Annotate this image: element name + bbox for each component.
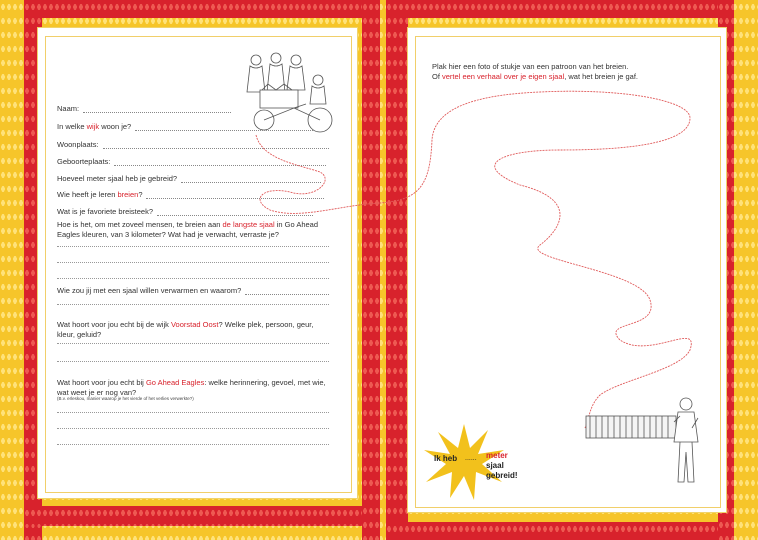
man-holding-scarf-illustration	[584, 394, 706, 498]
field-woonplaats-label: Woonplaats:	[57, 140, 99, 149]
field-name-label: Naam:	[57, 104, 80, 113]
badge-sjaal: sjaal	[486, 461, 504, 470]
question-go-ahead-eagles: Wat hoort voor jou echt bij Go Ahead Eagles: welke herinnering, gevoel, met wie, wat weet je er nog van?	[57, 378, 326, 397]
badge-blank[interactable]: ......	[465, 455, 477, 462]
badge-ik-heb: Ik heb	[434, 454, 458, 463]
instruction-line-1: Plak hier een foto of stukje van een patroon van het breien.	[432, 62, 629, 71]
question-go-ahead-eagles-note: (B.v. erleskou, manier waarop je het vierde of het verlies verwerkte?)	[57, 396, 194, 401]
instruction-line-2: Of vertel een verhaal over je eigen sjaal, wat het breien je gaf.	[432, 72, 638, 81]
question-langste-sjaal: Hoe is het, om met zoveel mensen, te breien aan de langste sjaal in Go Ahead Eagles kleuren, van 3 kilometer? Wat had je verwacht, verraste je?	[57, 220, 319, 239]
field-breien-label: Wie heeft je leren breien?	[57, 190, 143, 199]
field-breisteek-label: Wat is je favoriete breisteek?	[57, 207, 154, 216]
field-wijk-label: In welke wijk woon je?	[57, 122, 132, 131]
question-voorstad-oost: Wat hoort voor jou echt bij de wijk Voorstad Oost? Welke plek, persoon, geur, kleur, geluid?	[57, 320, 314, 339]
badge-meter: meter	[486, 451, 508, 460]
question-verwarmen-label: Wie zou jij met een sjaal willen verwarmen en waarom?	[57, 286, 242, 295]
field-meter-label: Hoeveel meter sjaal heb je gebreid?	[57, 174, 178, 183]
badge-gebreid: gebreid!	[486, 471, 518, 480]
field-geboorteplaats-label: Geboorteplaats:	[57, 157, 111, 166]
